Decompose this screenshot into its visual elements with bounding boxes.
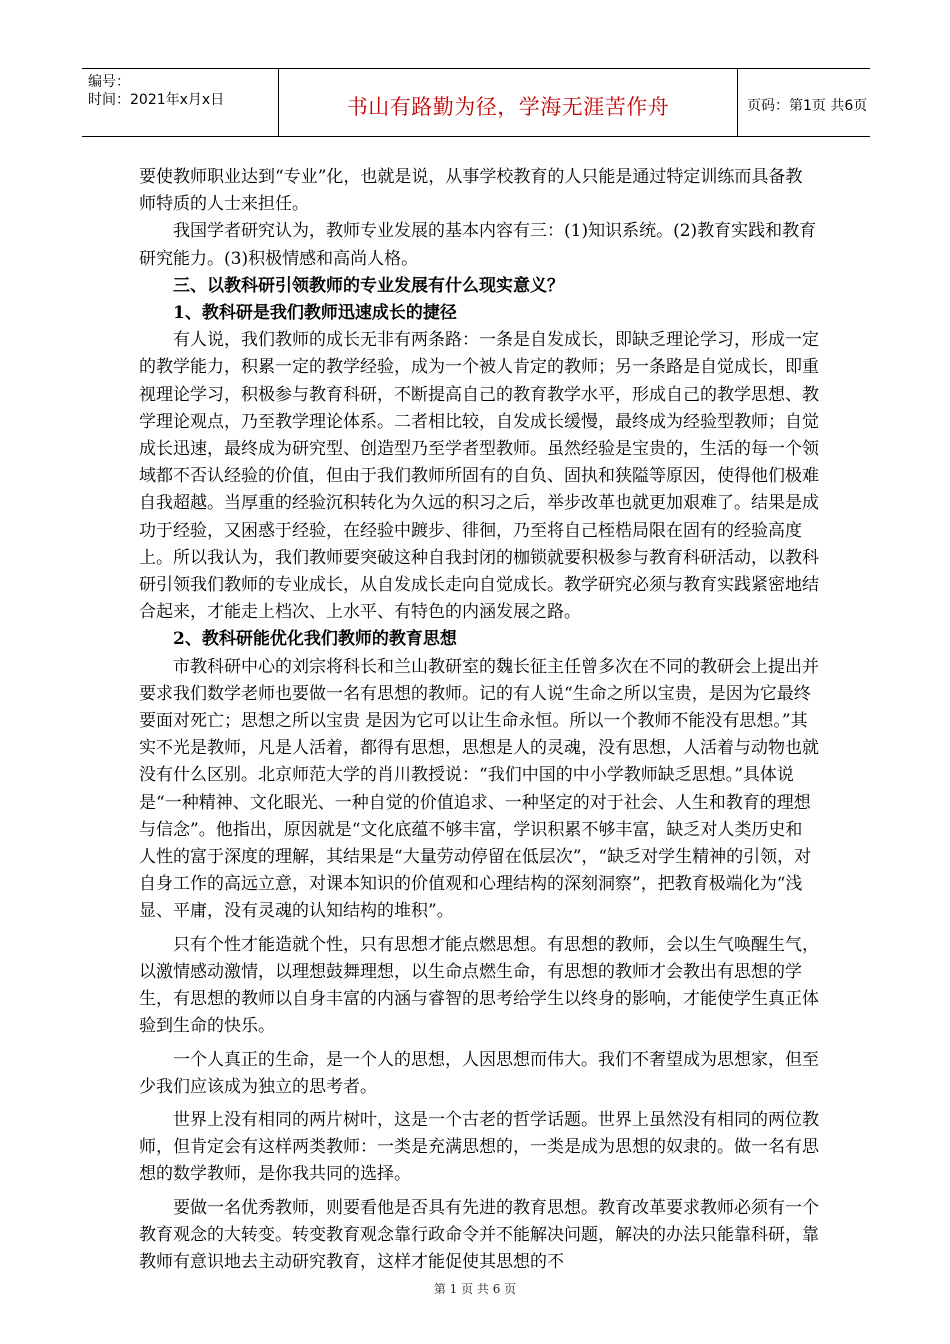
paragraph-development-content: 我国学者研究认为，教师专业发展的基本内容有三：(1)知识系统。(2)教育实践和教育研究能力。(3)积极情感和高尚人格。 (139, 221, 817, 269)
page-footer: 第 1 页 共 6 页 (433, 1282, 517, 1296)
document-time-label: 时间：2021年x月x日 (88, 92, 225, 108)
page-header (82, 68, 870, 137)
paragraph-independent-thinker: 一个人真正的生命，是一个人的思想，人因思想而伟大。我们不奢望成为思想家，但至少我们应该成为独立的思考者。 (139, 1049, 819, 1097)
header-motto-cell (278, 69, 738, 136)
header-page-info: 页码：第1页 共6页 (747, 98, 868, 114)
header-meta-cell (82, 69, 278, 136)
section-heading-3: 三、以教科研引领教师的专业发展有什么现实意义？ (173, 275, 564, 296)
paragraph-professionalization: 要使教师职业达到“专业”化，也就是说，从事学校教育的人只能是通过特定训练而具备教师特质的人士来担任。 (139, 167, 803, 215)
header-page-cell (737, 69, 870, 136)
document-number-label: 编号： (88, 74, 130, 90)
header-motto: 书山有路勤为径，学海无涯苦作舟 (346, 95, 670, 119)
paragraph-excellent-teacher: 要做一名优秀教师，则要看他是否具有先进的教育思想。教育改革要求教师必须有一个教育观念的大转变。转变教育观念靠行政命令并不能解决问题，解决的办法只能靠科研，靠教师有意识地去主动研究教育，这样才能促使其思想的不 (139, 1197, 819, 1272)
paragraph-two-paths: 有人说，我们教师的成长无非有两条路：一条是自发成长，即缺乏理论学习，形成一定的教学能力，积累一定的教学经验，成为一个被人肯定的教师；另一条路是自觉成长，即重视理论学习，积极参与教育科研，不断提高自己的教育教学水平，形成自己的教学思想、教学理论观点，乃至教学理论体系。二者相比较，自发成长缓慢，最终成为经验型教师；自觉成长迅速，最终成为研究型、创造型乃至学者型教师。虽然经验是宝贵的，生活的每一个领域都不否认经验的价值，但由于我们教师所固有的自负、固执和狭隘等原因，使得他们极难自我超越。当厚重的经验沉积转化为久远的积习之后，举步改革也就更加艰难了。结果是成功于经验，又困惑于经验，在经验中踱步、徘徊，乃至将自己桎梏局限在固有的经验高度上。所以我认为，我们教师要突破这种自我封闭的枷锁就要积极参与教育科研活动，以教科研引领我们教师的专业成长，从自发成长走向自觉成长。教学研究必须与教育实践紧密地结合起来，才能走上档次、上水平、有特色的内涵发展之路。 (139, 330, 819, 623)
subsection-heading-1: 1、教科研是我们教师迅速成长的捷径 (173, 303, 457, 324)
paragraph-two-leaves: 世界上没有相同的两片树叶，这是一个古老的哲学话题。世界上虽然没有相同的两位教师，但肯定会有这样两类教师：一类是充满思想的，一类是成为思想的奴隶的。做一名有思想的数学教师，是你我共同的选择。 (139, 1109, 819, 1185)
paragraph-teacher-thought: 市教科研中心的刘宗将科长和兰山教研室的魏长征主任曾多次在不同的教研会上提出并要求我们数学老师也要做一名有思想的教师。记的有人说“生命之所以宝贵，是因为它最终要面对死亡；思想之所以宝贵 是因为它可以让生命永恒。所以一个教师不能没有思想。”其实不光是教师，凡是人活着，都得有思想，思想是人的灵魂，没有思想，人活着与动物也就没有什么区别。北京师范大学的肖川教授说：“我们中国的中小学教师缺乏思想。”具体说是“一种精神、文化眼光、一种自觉的价值追求、一种坚定的对于社会、人生和教育的理想与信念”。他指出，原因就是“文化底蕴不够丰富，学识积累不够丰富，缺乏对人类历史和人性的富于深度的理解，其结果是“大量劳动停留在低层次”，“缺乏对学生精神的引领，对自身工作的高远立意，对课本知识的价值观和心理结构的深刻洞察”，把教育极端化为“浅显、平庸，没有灵魂的认知结构的堆积”。 (139, 656, 819, 922)
document-body (139, 164, 819, 1276)
paragraph-ignite-thought: 只有个性才能造就个性，只有思想才能点燃思想。有思想的教师，会以生气唤醒生气，以激情感动激情，以理想鼓舞理想，以生命点燃生命，有思想的教师才会教出有思想的学生，有思想的教师以自身丰富的内涵与睿智的思考给学生以终身的影响，才能使学生真正体验到生命的快乐。 (139, 934, 819, 1037)
subsection-heading-2: 2、教科研能优化我们教师的教育思想 (173, 629, 457, 650)
